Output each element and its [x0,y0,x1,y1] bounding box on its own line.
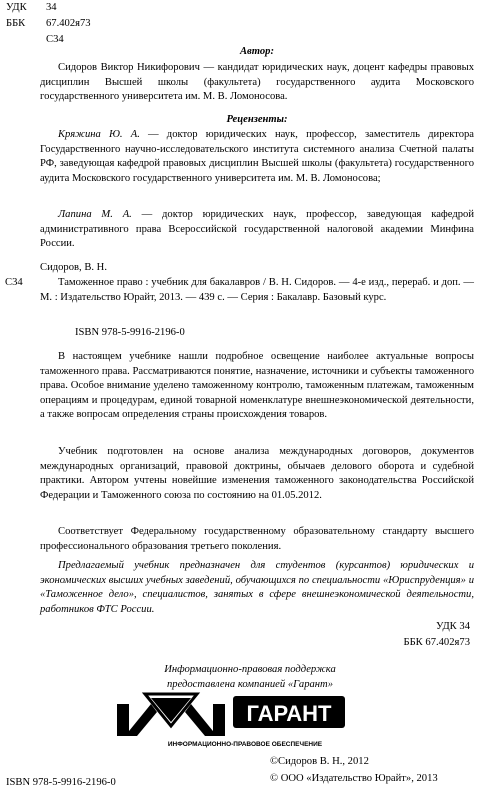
bbk-label: ББК [6,18,26,29]
garant-wordmark: ГАРАНТ [246,701,332,726]
author-code: С34 [46,34,64,45]
biblio-description: Таможенное право : учебник для бакалавров / В. Н. Сидоров. — 4-е изд., перераб. и доп. — М. : Издательство Юрайт, 2013. — 439 с. — Серия : Бакалавр. Базовый курс. [40,277,474,303]
bbk-right-line: ББК 67.402я73 [403,637,470,648]
copyright-author: ©Сидоров В. Н., 2012 [270,756,369,767]
udk-label: УДК [6,2,27,13]
reviewer-1-text: — доктор юридических наук, профессор, заместитель директора Государственного научно-исследовательского института системного анализа Счетной палаты РФ, заведующая кафедрой правовых дисциплин Высшей школы (факультета) государственного аудита Московского государственного университета им. М. В. Ломоносова; [40,129,475,184]
annotation-paragraph-2: Учебник подготовлен на основе анализа международных договоров, документов международных организаций, правовой доктрины, обычаев делового оборота и судебной практики. Автором учтены новейшие изменения таможенного законодательства Российской Федерации и Таможенного союза по состоянию на 01.05.2012. [40,446,474,501]
copyright-publisher: © ООО «Издательство Юрайт», 2013 [270,773,438,784]
author-description: Сидоров Виктор Никифорович — кандидат юридических наук, доцент кафедры правовых дисциплин Высшей школы (факультета) государственного аудита Московского государственного университета им. М. В. Ломоносова. [40,62,474,103]
annotation-paragraph-4: Предлагаемый учебник предназначен для студентов (курсантов) юридических и экономических высших учебных заведений, обучающихся по специальности «Юриспруденция» и «Таможенное дело», специалистов, занятых в сфере внешнеэкономической деятельности, работников ФТС России. [40,560,474,615]
reviewer-2-text: — доктор юридических наук, профессор, заведующая кафедрой административного права Всероссийской государственной налоговой академии Минфина России. [40,209,474,250]
reviewers-heading: Рецензенты: [226,114,288,125]
annotation-paragraph-1: В настоящем учебнике нашли подробное освещение наиболее актуальные вопросы таможенного права. Рассматриваются понятие, назначение, источники и субъекты таможенного права. Особое внимание уделено таможенному контролю, таможенным платежам, таможенным операциям и процедурам, единой товарной номенклатуре внешнеэкономической деятельности, а также вопросам определения страны происхождения товаров. [40,351,474,421]
annotation-paragraph-3: Соответствует Федеральному государственному образовательному стандарту высшего профессионального образования третьего поколения. [40,526,474,552]
biblio-code: С34 [5,277,23,288]
isbn-footer: ISBN 978-5-9916-2196-0 [6,777,116,788]
reviewer-1-name: Кряжина Ю. А. [58,129,140,140]
garant-tagline: ИНФОРМАЦИОННО-ПРАВОВОЕ ОБЕСПЕЧЕНИЕ [167,741,323,748]
udk-bbk-block-top [6,1,106,49]
garant-emblem-icon [117,694,225,736]
garant-line-2: предоставлена компанией «Гарант» [166,678,333,690]
isbn-main: ISBN 978-5-9916-2196-0 [75,327,185,338]
garant-support-text [120,663,380,692]
bbk-value: 67.402я73 [46,18,91,29]
udk-bbk-block-right [330,620,470,652]
author-heading: Автор: [239,46,275,57]
reviewer-2 [40,208,474,252]
garant-logo [115,690,375,750]
reviewer-1 [40,128,474,186]
udk-value: 34 [46,2,57,13]
biblio-author: Сидоров, В. Н. [40,262,107,273]
udk-right-line: УДК 34 [436,621,470,632]
reviewer-2-name: Лапина М. А. [58,209,132,220]
garant-line-1: Информационно-правовая поддержка [164,664,336,675]
